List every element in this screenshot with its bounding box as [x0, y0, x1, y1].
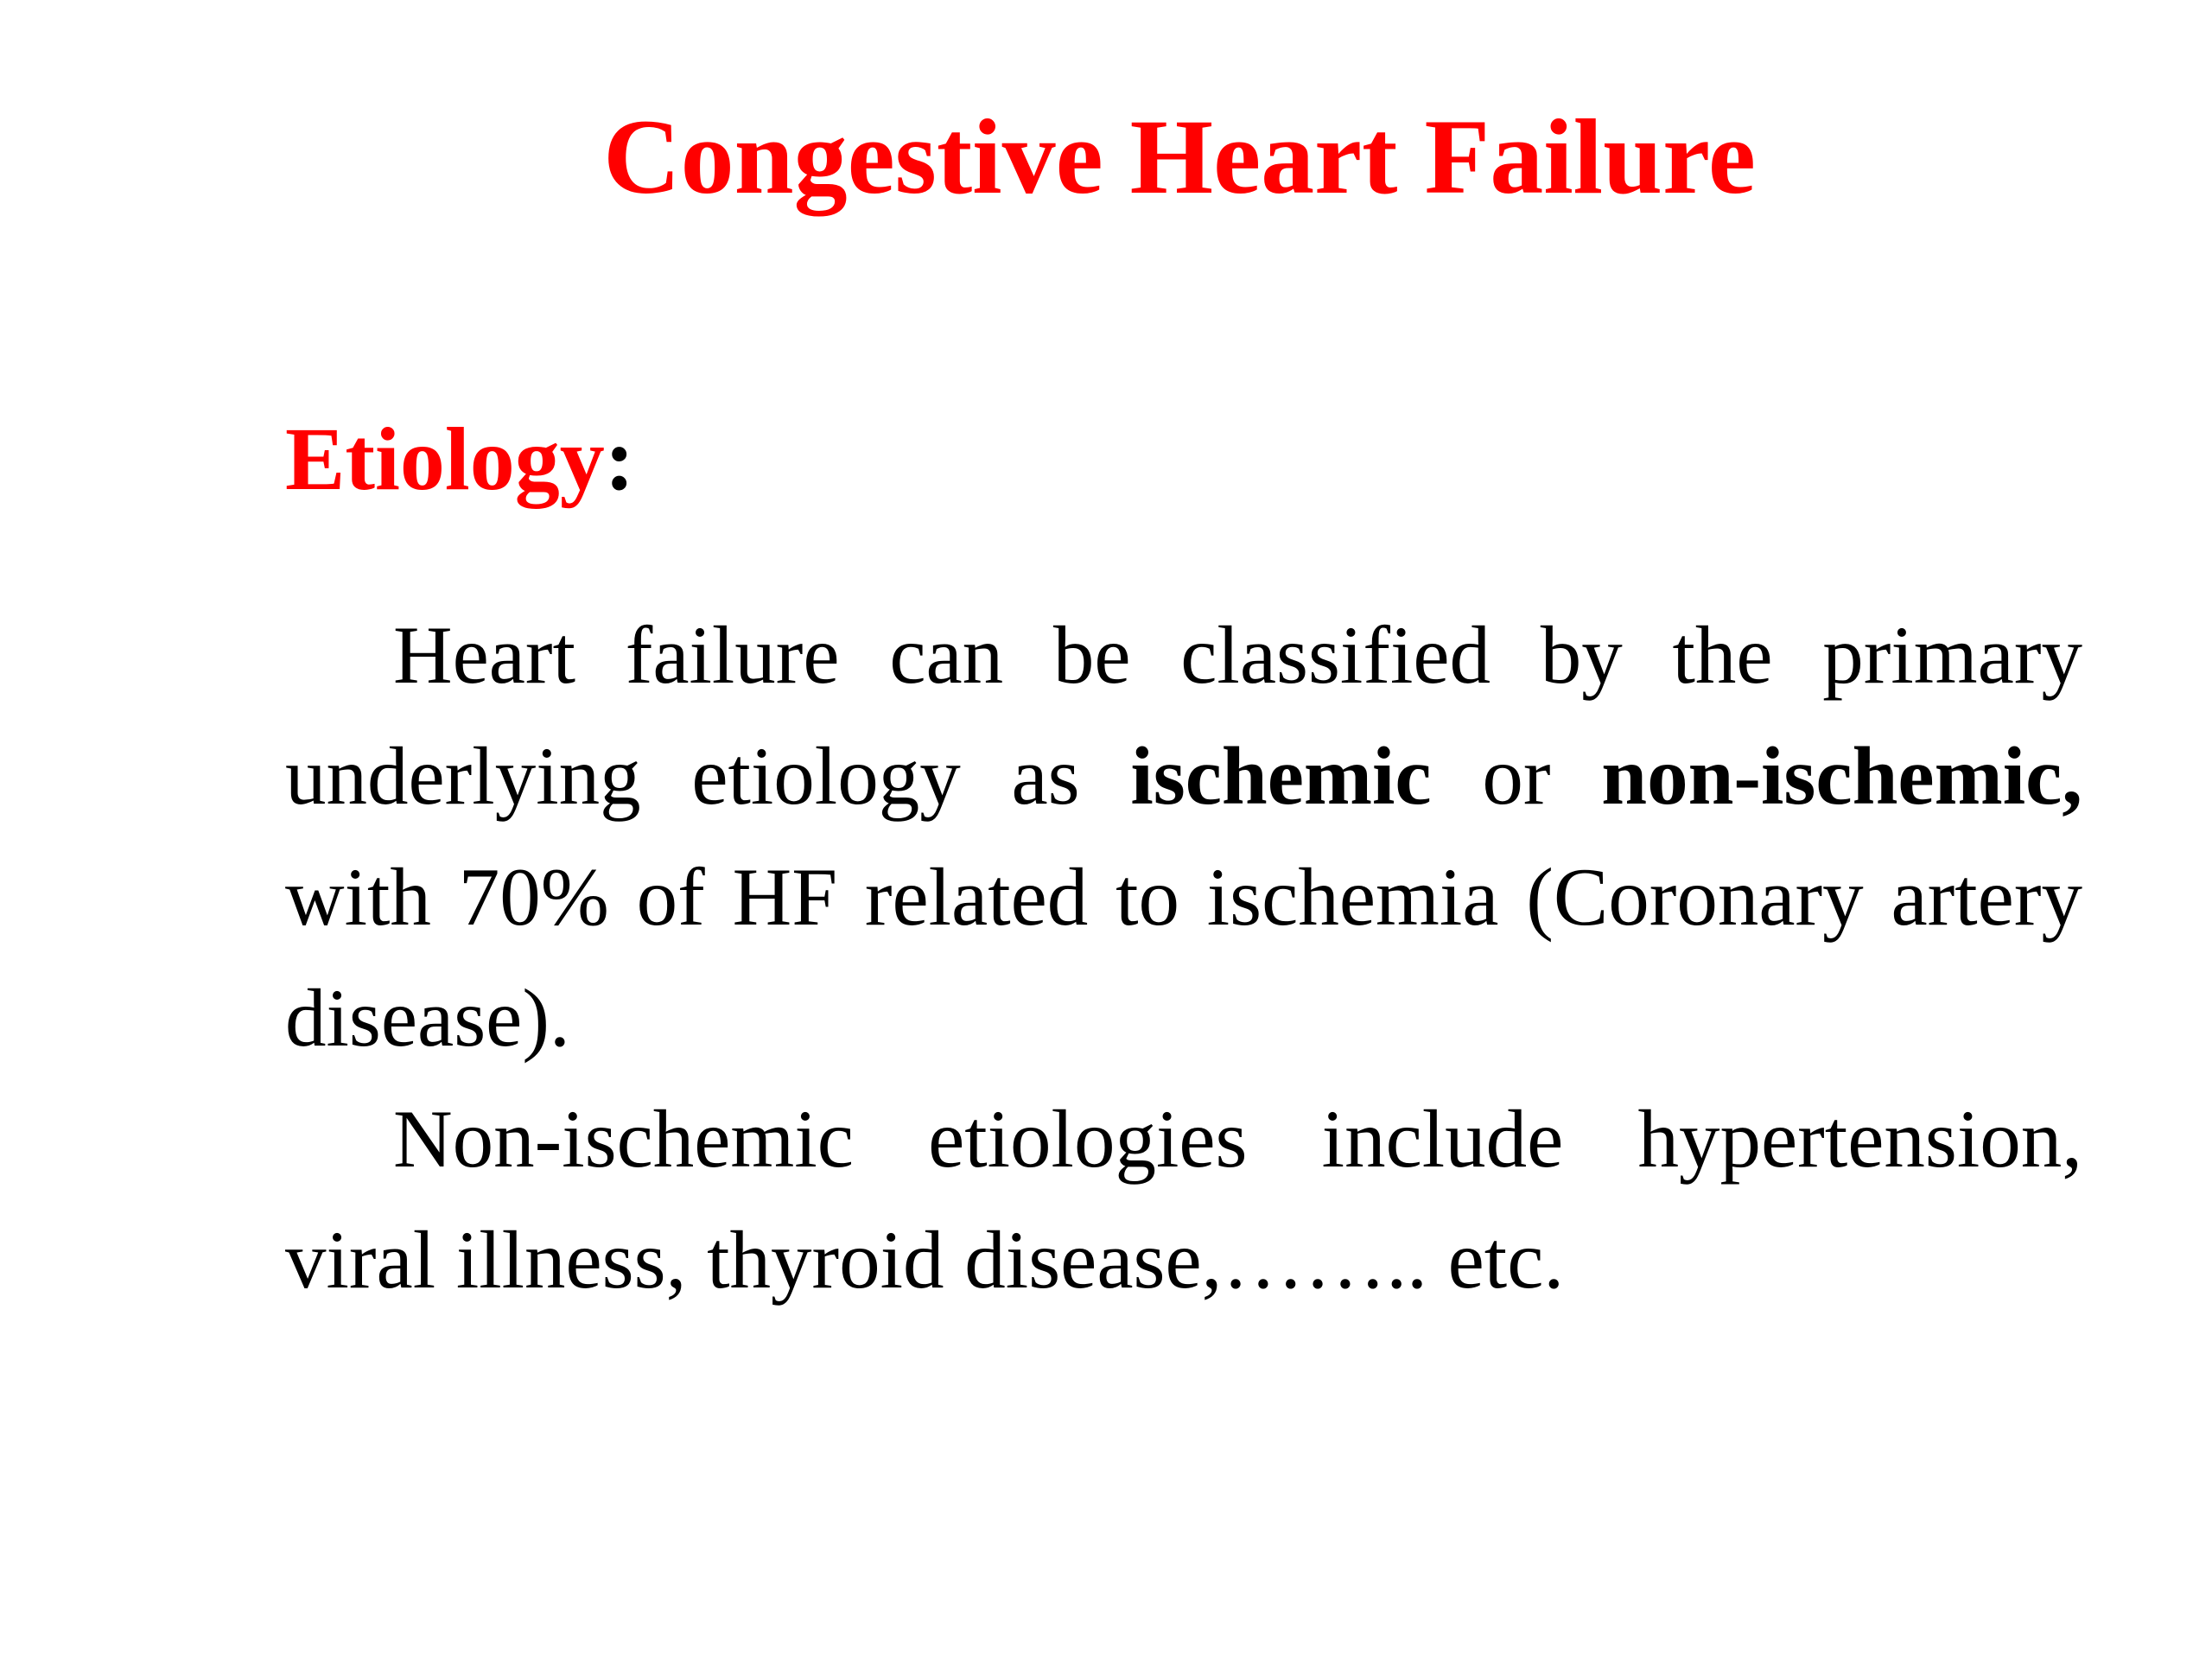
slide-title: Congestive Heart Failure [603, 98, 1756, 216]
section-heading-label: Etiology [285, 410, 605, 509]
section-heading [285, 406, 634, 514]
term-non-ischemic: non-ischemic, [1601, 730, 2083, 822]
term-ischemic: ischemic [1130, 730, 1432, 822]
paragraph-non-ischemic-etiologies: Non-ischemic etiologies include hypertension, viral illness, thyroid disease,…….. etc. [285, 1093, 2082, 1306]
section-heading-colon: : [604, 410, 635, 509]
paragraph1-text-part2: or [1431, 730, 1602, 822]
paragraph1-text-part3: with 70% of HF related to ischemia (Coronary artery disease). [285, 851, 2082, 1064]
paragraph1-text-part1: Heart failure can be classified by the primary underlying etiology as [285, 609, 2082, 822]
slide-body [285, 594, 2082, 1320]
paragraph-etiology-classification [285, 594, 2082, 1078]
